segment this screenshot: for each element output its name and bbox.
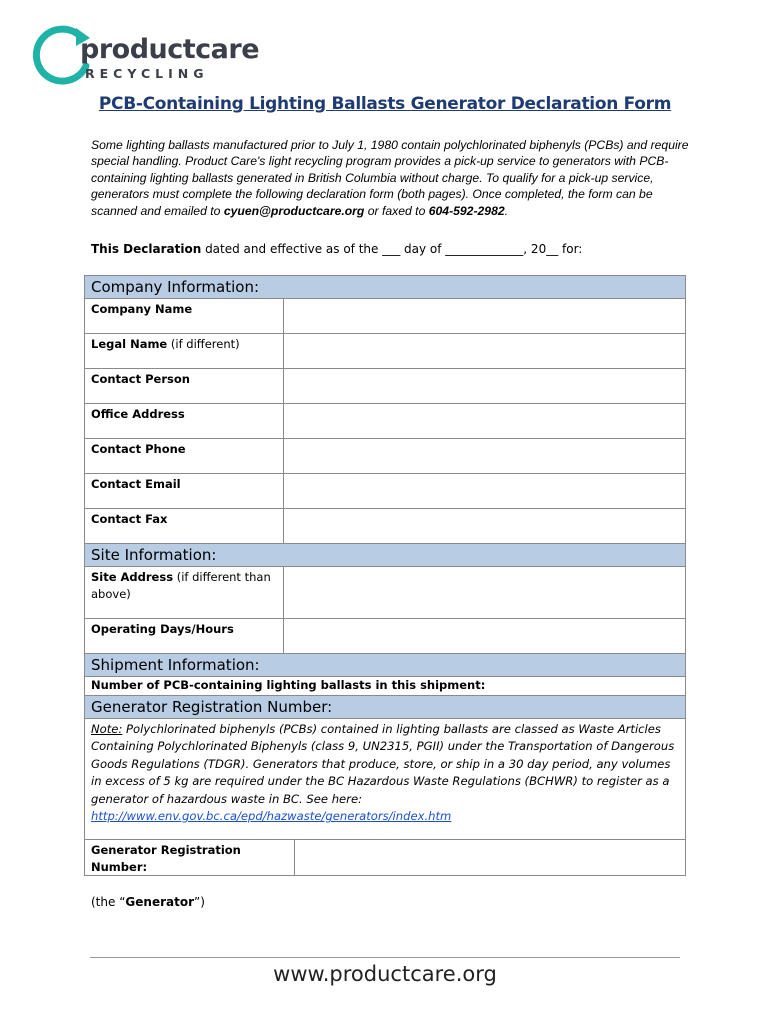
form-row-contact-person: Contact Person	[85, 369, 685, 404]
company-name-field[interactable]	[284, 299, 685, 333]
form-row-operating-hours: Operating Days/Hours	[85, 619, 685, 654]
footer-website[interactable]: www.productcare.org	[273, 962, 497, 986]
contact-fax-field[interactable]	[284, 509, 685, 543]
operating-hours-field[interactable]	[284, 619, 685, 653]
contact-phone-field[interactable]	[284, 439, 685, 473]
productcare-logo	[30, 24, 260, 90]
form-row-legal-name: Legal Name (if different)	[85, 334, 685, 369]
fax-number: 604-592-2982	[428, 203, 505, 218]
form-row-contact-phone: Contact Phone	[85, 439, 685, 474]
intro-paragraph: Some lighting ballasts manufactured prior to July 1, 1980 contain polychlorinated biphenyls (PCBs) and require special handling. Product Care's light recycling program provides a pick-up service to generators with PCB-containing lighting ballasts generated in British Columbia without charge. To qualify for a pick-up service, generators must complete the following declaration form (both pages). Once completed, the form can be scanned and emailed to cyuen@productcare.org or faxed to 604-592-2982.	[91, 138, 689, 218]
form-row-office-address: Office Address	[85, 404, 685, 439]
hazwaste-generators-link[interactable]: http://www.env.gov.bc.ca/epd/hazwaste/generators/index.htm	[91, 809, 452, 824]
form-row-contact-fax: Contact Fax	[85, 509, 685, 544]
registration-number-field[interactable]	[295, 840, 685, 875]
form-row-contact-email: Contact Email	[85, 474, 685, 509]
logo-wordmark: productcare	[80, 34, 260, 65]
form-row-registration-number: Generator Registration Number:	[85, 840, 685, 875]
form-row-site-address: Site Address (if different than above)	[85, 567, 685, 619]
generator-label: (the “Generator”)	[91, 895, 205, 909]
page-title: PCB-Containing Lighting Ballasts Generator Declaration Form	[98, 94, 672, 114]
contact-email-field[interactable]	[284, 474, 685, 508]
site-address-field[interactable]	[284, 567, 685, 618]
contact-person-field[interactable]	[284, 369, 685, 403]
site-section-heading: Site Information:	[85, 544, 685, 567]
registration-note: Note: Polychlorinated biphenyls (PCBs) contained in lighting ballasts are classed as Waste Articles Containing Polychlorinated Biphenyls (class 9, UN2315, PGII) under the Transportation of Dangerous Goods Regulations (TDGR). Generators that produce, store, or ship in a 30 day period, any volumes in excess of 5 kg are required under the BC Hazardous Waste Regulations (BCHWR) to register as a generator of hazardous waste in BC. See here: http://www.env.gov.bc.ca/epd/hazwaste/generators/index.htm	[85, 719, 685, 840]
form-row-company-name: Company Name	[85, 299, 685, 334]
contact-email-link[interactable]: cyuen@productcare.org	[223, 203, 365, 218]
declaration-line: This Declaration dated and effective as of the ___ day of _____________, 20__ for:	[91, 242, 583, 256]
registration-section-heading: Generator Registration Number:	[85, 696, 685, 719]
logo-subtitle: RECYCLING	[85, 66, 209, 81]
declaration-form	[84, 275, 686, 876]
legal-name-field[interactable]	[284, 334, 685, 368]
shipment-section-heading: Shipment Information:	[85, 654, 685, 677]
office-address-field[interactable]	[284, 404, 685, 438]
footer-divider	[90, 957, 680, 958]
company-section-heading: Company Information:	[85, 276, 685, 299]
form-row-ballast-count[interactable]: Number of PCB-containing lighting ballasts in this shipment:	[85, 677, 685, 696]
